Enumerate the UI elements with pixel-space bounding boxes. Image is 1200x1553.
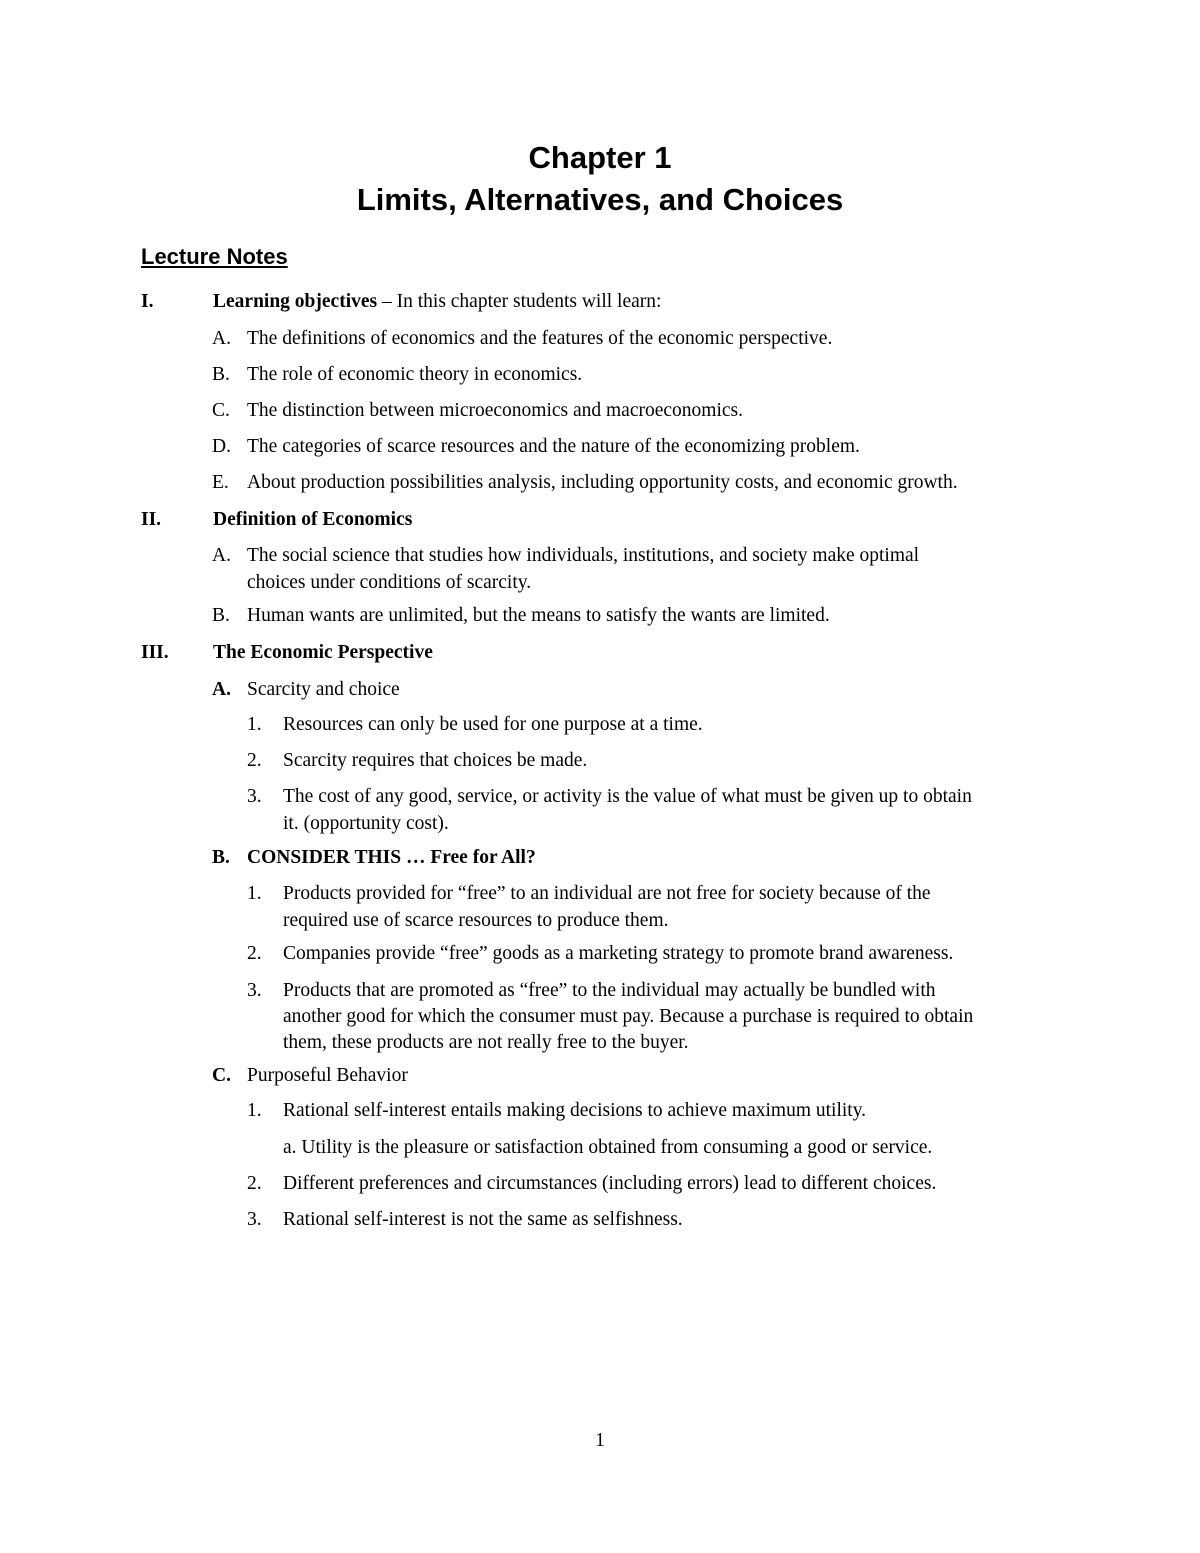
section-heading-suffix: – In this chapter students will learn:	[377, 291, 662, 312]
item-number: 3.	[247, 1209, 262, 1230]
section-heading	[213, 289, 661, 315]
item-text: Rational self-interest entails making decisions to achieve maximum utility.	[283, 1100, 867, 1121]
item-text: Companies provide “free” goods as a marketing strategy to promote brand awareness.	[283, 943, 954, 964]
item-number: 1.	[247, 1100, 262, 1121]
item-number: 1.	[247, 883, 262, 904]
item-text: Scarcity requires that choices be made.	[283, 750, 588, 771]
item-text-continued: choices under conditions of scarcity.	[247, 572, 532, 593]
subsection-title: CONSIDER THIS … Free for All?	[247, 847, 536, 868]
subsection-label: A.	[212, 679, 231, 700]
chapter-title: Limits, Alternatives, and Choices	[356, 182, 844, 217]
item-number: 3.	[247, 980, 262, 1001]
page-number: 1	[595, 1430, 605, 1451]
item-label: C.	[212, 400, 230, 421]
item-text: Resources can only be used for one purpose at a time.	[283, 714, 703, 735]
subsection-label: C.	[212, 1065, 231, 1086]
item-label: A.	[212, 328, 231, 349]
item-text: The social science that studies how individuals, institutions, and society make optimal	[247, 545, 920, 566]
item-label: B.	[212, 364, 230, 385]
item-text: Products provided for “free” to an individual are not free for society because of the	[283, 883, 931, 904]
sub-item-text: a. Utility is the pleasure or satisfaction obtained from consuming a good or service.	[283, 1137, 933, 1158]
item-label: A.	[212, 545, 231, 566]
subsection-title: Scarcity and choice	[247, 679, 400, 700]
section-numeral: II.	[141, 509, 162, 530]
subsection-title: Purposeful Behavior	[247, 1065, 408, 1086]
lecture-notes-heading: Lecture Notes	[141, 244, 288, 269]
subsection-label: B.	[212, 847, 230, 868]
item-text: The role of economic theory in economics.	[247, 364, 583, 385]
section-heading: The Economic Perspective	[213, 642, 433, 663]
item-text: The distinction between microeconomics and macroeconomics.	[247, 400, 744, 421]
section-heading-bold: Learning objectives	[213, 291, 378, 312]
item-text: The cost of any good, service, or activity is the value of what must be given up to obtain	[283, 786, 972, 807]
item-text: Products that are promoted as “free” to the individual may actually be bundled with	[283, 980, 936, 1001]
section-numeral: I.	[141, 291, 154, 312]
item-text: About production possibilities analysis, including opportunity costs, and economic growth.	[247, 472, 958, 493]
item-text-continued: them, these products are not really free to the buyer.	[283, 1032, 689, 1053]
section-heading: Definition of Economics	[213, 509, 413, 530]
item-number: 2.	[247, 943, 262, 964]
item-text-continued: required use of scarce resources to produce them.	[283, 910, 669, 931]
item-text: The categories of scarce resources and the nature of the economizing problem.	[247, 436, 860, 457]
item-number: 2.	[247, 750, 262, 771]
item-text-continued: it. (opportunity cost).	[283, 813, 449, 834]
item-number: 1.	[247, 714, 262, 735]
item-text: The definitions of economics and the features of the economic perspective.	[247, 328, 833, 349]
item-text-continued: another good for which the consumer must pay. Because a purchase is required to obtain	[283, 1006, 974, 1027]
item-label: E.	[212, 472, 229, 493]
item-text: Human wants are unlimited, but the means to satisfy the wants are limited.	[247, 605, 830, 626]
item-label: D.	[212, 436, 231, 457]
item-number: 3.	[247, 786, 262, 807]
item-text: Rational self-interest is not the same as selfishness.	[283, 1209, 683, 1230]
section-numeral: III.	[141, 642, 169, 663]
item-text: Different preferences and circumstances (including errors) lead to different choices.	[283, 1173, 937, 1194]
chapter-number: Chapter 1	[528, 140, 672, 175]
item-number: 2.	[247, 1173, 262, 1194]
item-label: B.	[212, 605, 230, 626]
